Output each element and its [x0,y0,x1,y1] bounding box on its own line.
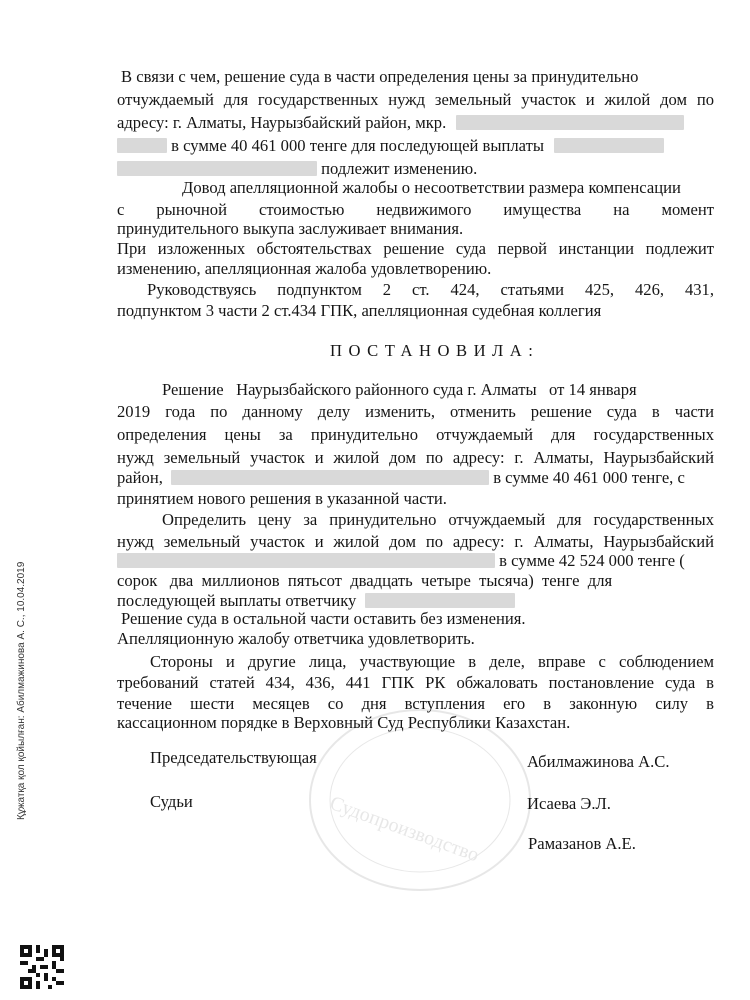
presiding-name: Абилмажинова А.С. [527,752,670,771]
para9-line1: Стороны и другие лица, участвующие в деле, вправе с соблюдением [150,652,714,671]
para6-line4: сорок два миллионов пятьсот двадцать четыре тысяча) тенге для [117,571,613,590]
para4-line2: подпунктом 3 части 2 ст.434 ГПК, апелляционная судебная коллегия [117,301,602,320]
judge-2-name: Рамазанов А.Е. [528,834,636,853]
redaction-block [171,470,489,485]
para6-line5-text: последующей выплаты ответчику [117,591,357,610]
resolution-heading: ПОСТАНОВИЛА: [330,341,540,360]
para9-line4: кассационном порядке в Верховный Суд Республики Казахстан. [117,713,571,732]
para1-line2: отчуждаемый для государственных нужд земельный участок и жилой дом по [117,90,714,109]
para5-line3: определения цены за принудительно отчуждаемый для государственных [117,425,714,444]
para1-line3 [117,113,684,133]
para5-line5-end: в сумме 40 461 000 тенге, с [493,468,685,487]
para6-line3 [117,551,685,571]
para6-line5 [117,591,515,611]
para7: Решение суда в остальной части оставить без изменения. [121,609,526,628]
judges-label: Судьи [150,792,193,811]
qr-code-icon [20,945,64,989]
para3-line2: изменению, апелляционная жалоба удовлетворению. [117,259,492,278]
para8: Апелляционную жалобу ответчика удовлетворить. [117,629,475,648]
para9-line2: требований статей 434, 436, 441 ГПК РК обжаловать постановление суда в [117,673,714,692]
para2-line3: принудительного выкупа заслуживает внимания. [117,219,464,238]
para1-line3-text: адресу: г. Алматы, Наурызбайский район, мкр. [117,113,447,132]
judge-1-name: Исаева Э.Л. [527,794,611,813]
para5-line5 [117,468,685,488]
redaction-block [117,553,495,568]
para3-line1: При изложенных обстоятельствах решение суда первой инстанции подлежит [117,239,714,258]
para5-line6: принятием нового решения в указанной части. [117,489,447,508]
seal-text: Судопроизводство [326,792,482,867]
para5-line2: 2019 года по данному делу изменить, отменить решение суда в части [117,402,714,421]
para6-line2: нужд земельный участок и жилой дом по адресу: г. Алматы, Наурызбайский [117,532,714,551]
redaction-block [117,138,167,153]
para1-line4-text: в сумме 40 461 000 тенге для последующей выплаты [171,136,544,155]
para1-line5 [117,159,477,179]
para1-line5-text: подлежит изменению. [321,159,478,178]
redaction-block [365,593,515,608]
para1-line1: В связи с чем, решение суда в части определения цены за принудительно [121,67,639,86]
digital-signature-note: Құжатқа қол қойылған: Абилмажинова А. С., 10.04.2019 [16,561,27,820]
para4-line1: Руководствуясь подпунктом 2 ст. 424, статьями 425, 426, 431, [147,280,714,299]
redaction-block [117,161,317,176]
para9-line3: течение шести месяцев со дня вступления его в законную силу в [117,694,714,713]
para6-line3-text: в сумме 42 524 000 тенге ( [499,551,685,570]
redaction-block [554,138,664,153]
redaction-block [456,115,684,130]
para5-line4: нужд земельный участок и жилой дом по адресу: г. Алматы, Наурызбайский [117,448,714,467]
para2-line1: Довод апелляционной жалобы о несоответствии размера компенсации [182,178,681,197]
para5-line1: Решение Наурызбайского районного суда г. Алматы от 14 января [162,380,637,399]
para5-line5-start: район, [117,468,163,487]
presiding-label: Председательствующая [150,748,317,767]
para2-line2: с рыночной стоимостью недвижимого имущества на момент [117,200,714,219]
para1-line4 [117,136,664,156]
para6-line1: Определить цену за принудительно отчуждаемый для государственных [162,510,714,529]
